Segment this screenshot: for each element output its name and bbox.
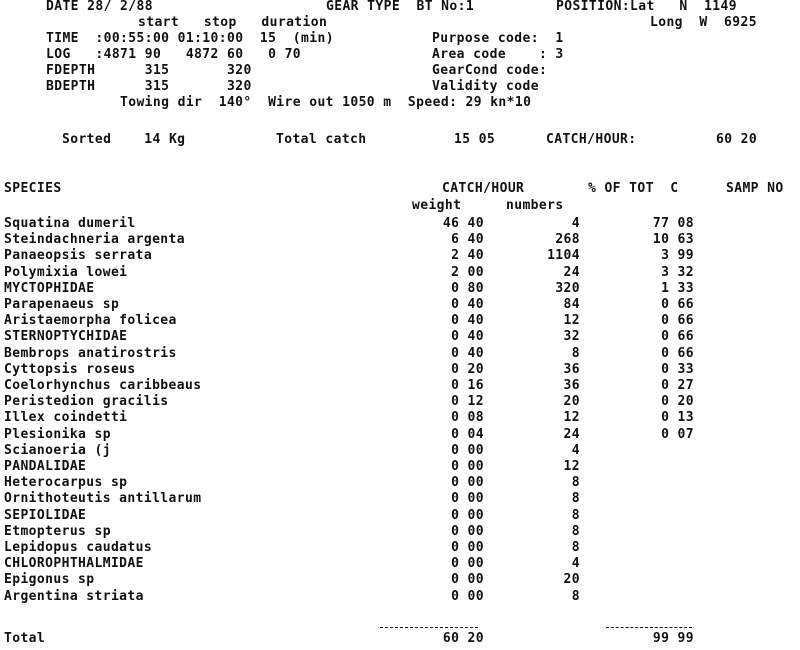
gear-type: GEAR TYPE BT No:1 [326,0,475,14]
catch-numbers: 12 [563,410,580,425]
col-catch-hour: CATCH/HOUR [442,181,525,196]
date: DATE 28/ 2/88 [46,0,153,14]
catch-weight: 0 00 [451,459,484,474]
species-name: Plesionika sp [4,427,111,442]
catch-weight: 0 00 [451,589,484,604]
bdepth-row: BDEPTH 315 320 [46,79,252,94]
catch-weight: 0 00 [451,475,484,490]
species-name: Ornithoteutis antillarum [4,491,202,506]
species-name: Cyttopsis roseus [4,362,136,377]
catch-numbers: 4 [571,216,580,231]
species-name: Scianoeria (j [4,443,111,458]
catch-weight: 0 20 [451,362,484,377]
species-name: CHLOROPHTHALMIDAE [4,556,144,571]
catch-numbers: 36 [563,362,580,377]
catch-numbers: 36 [563,378,580,393]
catch-numbers: 24 [563,265,580,280]
pct-of-total: 0 07 [661,427,694,442]
catch-numbers: 8 [571,491,580,506]
species-name: Bembrops anatirostris [4,346,177,361]
catch-numbers: 4 [571,556,580,571]
catch-weight: 6 40 [451,232,484,247]
purpose-code: Purpose code: 1 [432,31,564,46]
pct-of-total: 3 99 [661,248,694,263]
area-code: Area code : 3 [432,47,564,62]
time-row: TIME :00:55:00 01:10:00 15 (min) [46,31,334,46]
position-lat: POSITION:Lat N 1149 [556,0,737,14]
total-weight: 60 20 [442,631,484,646]
catch-numbers: 12 [563,313,580,328]
catch-numbers: 24 [563,427,580,442]
catch-numbers: 8 [571,540,580,555]
species-name: Epigonus sp [4,572,95,587]
catch-numbers: 12 [563,459,580,474]
catch-weight: 0 00 [451,443,484,458]
catch-weight: 0 80 [451,281,484,296]
total-weight-rule [380,627,478,628]
catch-numbers: 8 [571,475,580,490]
species-name: Argentina striata [4,589,144,604]
catch-weight: 0 40 [451,346,484,361]
species-name: Aristaemorpha folicea [4,313,177,328]
total-catch-value: 15 05 [454,132,496,147]
pct-of-total: 0 66 [661,329,694,344]
pct-of-total: 3 32 [661,265,694,280]
species-name: MYCTOPHIDAE [4,281,95,296]
total-pct-rule [606,627,692,628]
sub-weight: weight [412,198,462,213]
catch-numbers: 320 [555,281,580,296]
pct-of-total: 0 13 [661,410,694,425]
species-name: Coelorhynchus caribbeaus [4,378,202,393]
pct-of-total: 0 66 [661,313,694,328]
log-row: LOG :4871 90 4872 60 0 70 [46,47,302,62]
catch-weight: 2 40 [451,248,484,263]
sorted-weight: Sorted 14 Kg [62,132,186,147]
species-name: Polymixia lowei [4,265,128,280]
species-name: SEPIOLIDAE [4,508,87,523]
pct-of-total: 1 33 [661,281,694,296]
catch-numbers: 268 [555,232,580,247]
position-long: Long W 6925 [650,15,757,30]
catch-weight: 0 12 [451,394,484,409]
sub-numbers: numbers [506,198,564,213]
catch-numbers: 20 [563,394,580,409]
gear-cond-code: GearCond code: [432,63,548,78]
pct-of-total: 0 66 [661,297,694,312]
species-name: STERNOPTYCHIDAE [4,329,128,344]
catch-numbers: 8 [571,524,580,539]
catch-numbers: 32 [563,329,580,344]
species-name: Heterocarpus sp [4,475,128,490]
total-pct: 99 99 [652,631,694,646]
total-catch-label: Total catch [276,132,367,147]
catch-weight: 2 00 [451,265,484,280]
species-name: PANDALIDAE [4,459,87,474]
catch-numbers: 84 [563,297,580,312]
catch-weight: 0 00 [451,540,484,555]
catch-weight: 0 00 [451,508,484,523]
fdepth-row: FDEPTH 315 320 [46,63,252,78]
pct-of-total: 10 63 [652,232,694,247]
catch-numbers: 8 [571,346,580,361]
catch-weight: 0 00 [451,556,484,571]
pct-of-total: 0 20 [661,394,694,409]
species-name: Peristedion gracilis [4,394,169,409]
catch-weight: 0 04 [451,427,484,442]
pct-of-total: 0 27 [661,378,694,393]
catch-weight: 0 40 [451,313,484,328]
catch-weight: 46 40 [442,216,484,231]
validity-code: Validity code [432,79,539,94]
catch-numbers: 8 [571,589,580,604]
catch-hour-value: 60 20 [716,132,758,147]
catch-weight: 0 08 [451,410,484,425]
towing-row: Towing dir 140° Wire out 1050 m Speed: 29 kn*10 [120,95,532,110]
catch-hour-label: CATCH/HOUR: [546,132,637,147]
species-name: Squatina dumeril [4,216,136,231]
catch-numbers: 4 [571,443,580,458]
catch-weight: 0 40 [451,297,484,312]
total-label: Total [4,631,46,646]
catch-weight: 0 00 [451,524,484,539]
catch-numbers: 20 [563,572,580,587]
catch-weight: 0 00 [451,572,484,587]
catch-numbers: 1104 [547,248,580,263]
species-name: Etmopterus sp [4,524,111,539]
catch-weight: 0 00 [451,491,484,506]
catch-weight: 0 40 [451,329,484,344]
species-name: Panaeopsis serrata [4,248,153,263]
catch-numbers: 8 [571,508,580,523]
start-stop-duration-header: start stop duration [138,15,328,30]
catch-weight: 0 16 [451,378,484,393]
species-name: Steindachneria argenta [4,232,185,247]
species-name: Illex coindetti [4,410,128,425]
species-name: Lepidopus caudatus [4,540,153,555]
pct-of-total: 77 08 [652,216,694,231]
col-samp-no: SAMP NO [726,181,784,196]
pct-of-total: 0 33 [661,362,694,377]
col-species: SPECIES [4,181,62,196]
col-pct-of-total: % OF TOT C [588,181,679,196]
species-name: Parapenaeus sp [4,297,120,312]
pct-of-total: 0 66 [661,346,694,361]
